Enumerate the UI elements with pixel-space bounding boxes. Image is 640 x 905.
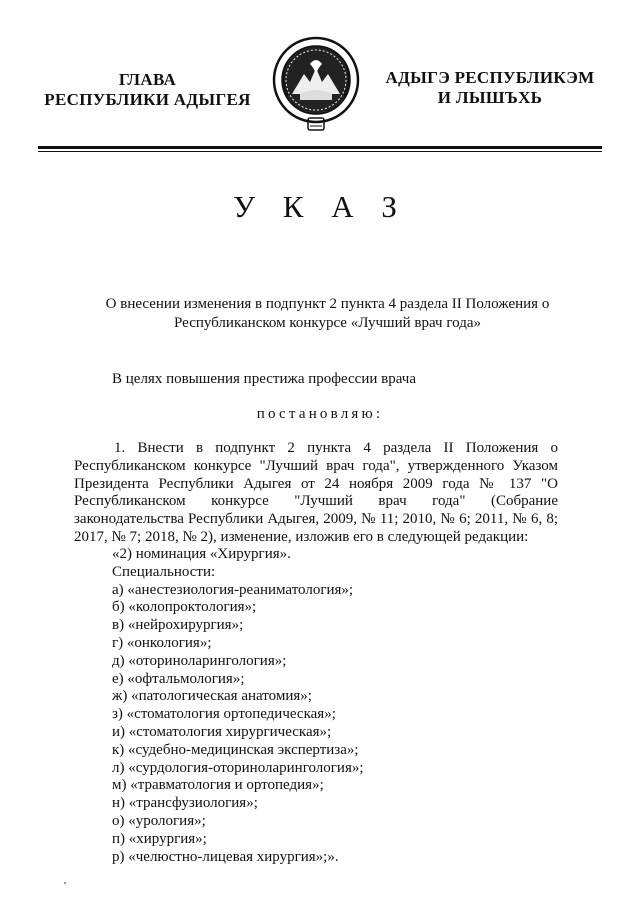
- list-line: «2) номинация «Хирургия».: [112, 546, 291, 562]
- scan-speck: [64, 882, 66, 884]
- list-line: ж) «патологическая анатомия»;: [112, 688, 312, 705]
- list-line: н) «трансфузиология»;: [112, 795, 258, 812]
- document-title: У К А З: [233, 189, 407, 224]
- list-line: к) «судебно-медицинская экспертиза»;: [112, 741, 359, 758]
- list-line: а) «анестезиология-реаниматология»;: [112, 581, 354, 598]
- header-right-line-1: АДЫГЭ РЕСПУБЛИКЭМ: [385, 68, 595, 87]
- list-line: и) «стоматология хирургическая»;: [112, 723, 332, 740]
- header-right-line-2: И ЛЫШЪХЬ: [437, 88, 543, 107]
- list-line: в) «нейрохирургия»;: [112, 617, 244, 634]
- paragraph-1: 1. Внести в подпункт 2 пункта 4 раздела II Положения о Республиканском конкурсе "Лучший врач года", утвержденного Указом Президента Республики Адыгея от 24 ноября 2009 года № 137 "О Республиканском конкурсе "Лучший врач года" (Собрание законодательства Республики Адыгея, 2009, № 11; 2010, № 6; 2011, № 6, 8; 2017, № 7; 2018, № 2), изменение, изложив его в следующей редакции:: [74, 440, 558, 545]
- list-line: м) «травматология и ортопедия»;: [112, 777, 324, 794]
- list-line: р) «челюстно-лицевая хирургия»;».: [112, 848, 339, 865]
- list-line: л) «сурдология-оториноларингология»;: [112, 759, 364, 776]
- list-line: п) «хирургия»;: [112, 830, 207, 847]
- decree-word: постановляю:: [256, 406, 384, 422]
- header-left-title: [20, 70, 275, 110]
- list-line: д) «оториноларингология»;: [112, 652, 287, 669]
- header-left-line-2: РЕСПУБЛИКИ АДЫГЕЯ: [44, 90, 251, 109]
- list-line: з) «стоматология ортопедическая»;: [112, 706, 336, 723]
- coat-of-arms-emblem: [270, 34, 362, 134]
- header-divider-thick: [38, 146, 602, 149]
- document-subject: О внесении изменения в подпункт 2 пункта 4 раздела II Положения о Республиканском конкурсе «Лучший врач года»: [105, 296, 550, 331]
- purpose-statement: В целях повышения престижа профессии врача: [112, 371, 416, 387]
- list-line: Специальности:: [112, 563, 216, 580]
- list-line: о) «урология»;: [112, 812, 206, 829]
- header-left-line-1: ГЛАВА: [118, 70, 177, 89]
- header-right-title: [375, 68, 605, 108]
- header-divider-thin: [38, 151, 602, 152]
- specialties-list: [112, 546, 552, 866]
- list-line: б) «колопроктология»;: [112, 599, 257, 616]
- list-line: е) «офтальмология»;: [112, 670, 245, 687]
- list-line: г) «онкология»;: [112, 634, 212, 651]
